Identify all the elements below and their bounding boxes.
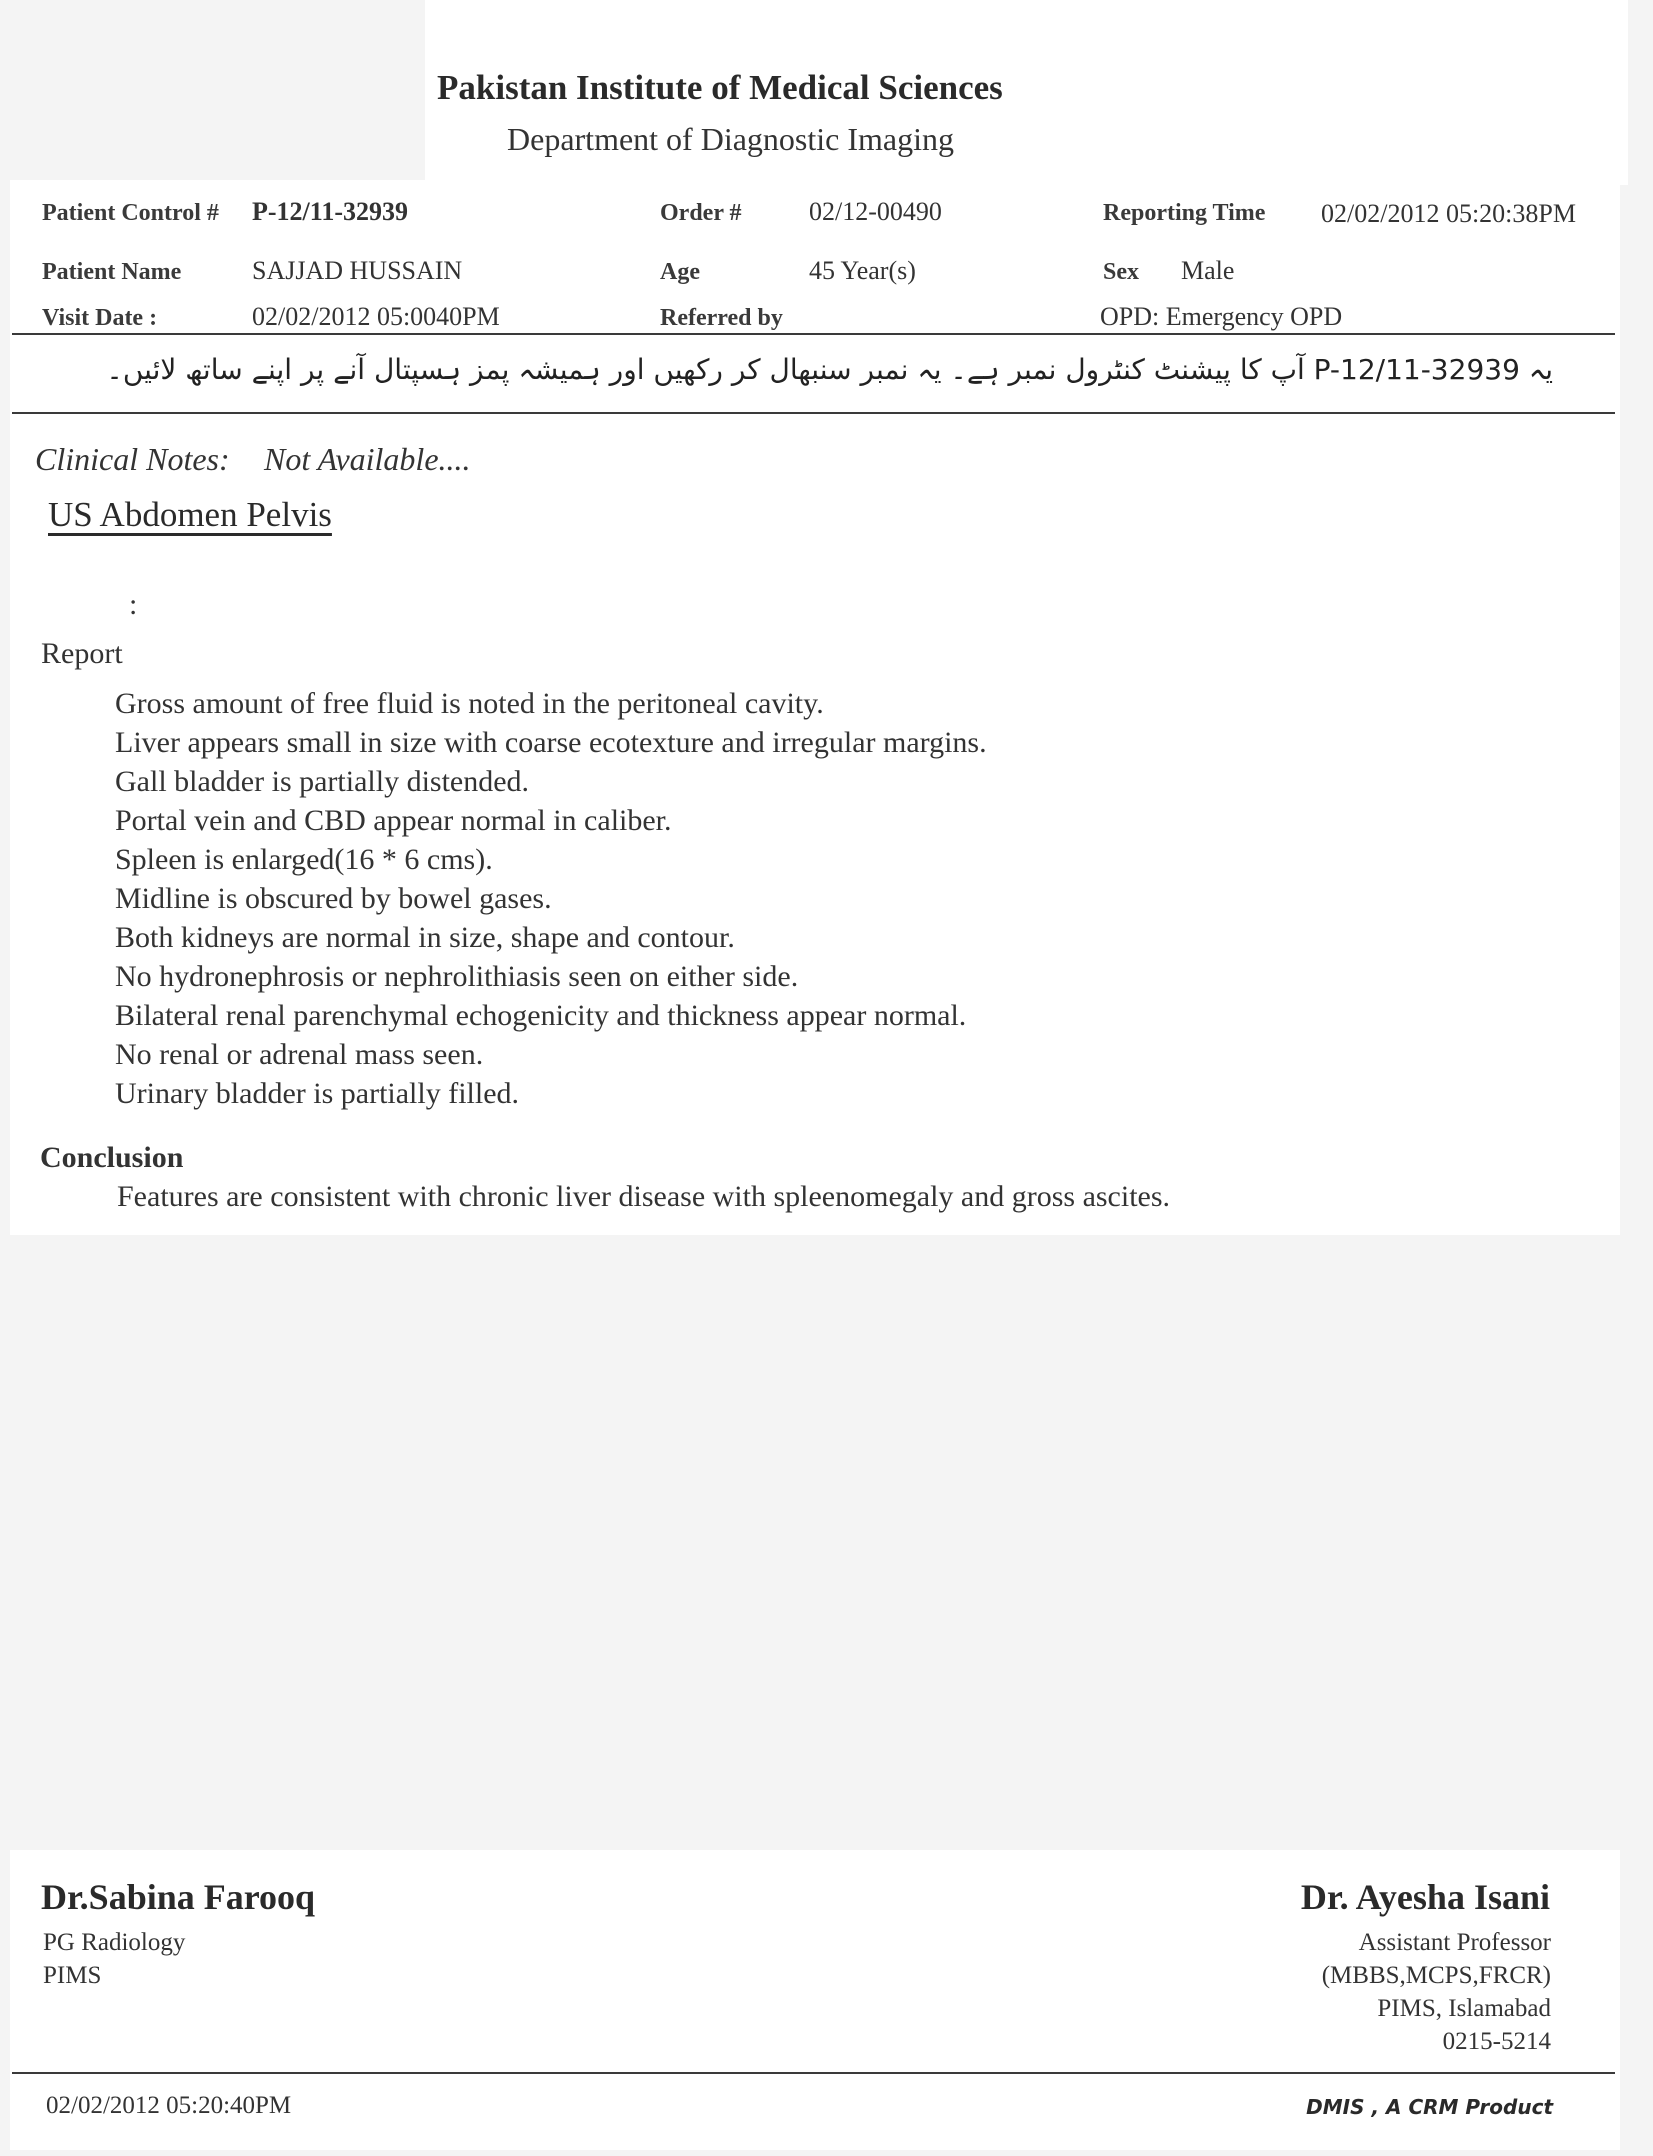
exam-title: US Abdomen Pelvis xyxy=(48,495,332,534)
left-signature-details xyxy=(43,1926,185,1992)
visit-date-value: 02/02/2012 05:0040PM xyxy=(252,302,500,331)
report-heading: Report xyxy=(41,637,123,670)
patient-info-divider xyxy=(12,333,1615,335)
sex-value: Male xyxy=(1181,256,1235,285)
report-line: Portal vein and CBD appear normal in caliber. xyxy=(115,804,672,837)
report-line: Midline is obscured by bowel gases. xyxy=(115,882,552,915)
report-line: Liver appears small in size with coarse ecotexture and irregular margins. xyxy=(115,726,987,759)
referred-by-label: Referred by xyxy=(660,305,783,331)
right-signature-line: PIMS, Islamabad xyxy=(1377,1995,1551,2022)
notice-divider xyxy=(12,412,1615,414)
right-signature-line: Assistant Professor xyxy=(1358,1929,1551,1956)
clinical-notes-label: Clinical Notes: xyxy=(35,441,230,477)
order-value: 02/12-00490 xyxy=(809,197,942,226)
visit-date-label: Visit Date : xyxy=(42,305,158,331)
patient-name-label: Patient Name xyxy=(42,259,182,285)
report-line: Gall bladder is partially distended. xyxy=(115,765,530,798)
footer-product: DMIS , A CRM Product xyxy=(1306,2095,1553,2119)
sex-label: Sex xyxy=(1103,259,1139,285)
report-lines xyxy=(115,684,987,1113)
report-line: Bilateral renal parenchymal echogenicity and thickness appear normal. xyxy=(115,999,967,1032)
left-signature-name: Dr.Sabina Farooq xyxy=(41,1877,316,1917)
opd-value: OPD: Emergency OPD xyxy=(1100,302,1343,331)
reporting-time-label: Reporting Time xyxy=(1103,200,1266,226)
report-line: No renal or adrenal mass seen. xyxy=(115,1038,484,1071)
institute-title: Pakistan Institute of Medical Sciences xyxy=(437,68,1003,107)
exam-colon: : xyxy=(129,588,138,621)
footer-divider xyxy=(12,2072,1615,2074)
age-label: Age xyxy=(660,259,700,285)
right-signature-name: Dr. Ayesha Isani xyxy=(1300,1877,1550,1917)
right-signature-line: 0215-5214 xyxy=(1442,2028,1551,2055)
report-line: Gross amount of free fluid is noted in the peritoneal cavity. xyxy=(115,687,824,720)
conclusion-heading: Conclusion xyxy=(40,1141,184,1174)
age-value: 45 Year(s) xyxy=(809,256,916,285)
reporting-time-value: 02/02/2012 05:20:38PM xyxy=(1321,199,1576,228)
report-line: Urinary bladder is partially filled. xyxy=(115,1077,520,1110)
department-title: Department of Diagnostic Imaging xyxy=(507,121,954,157)
urdu-notice: یہ P-12/11-32939 آپ کا پیشنٹ کنٹرول نمبر ہے۔ یہ نمبر سنبھال کر رکھیں اور ہمیشہ پمز ہسپتال آنے پر اپنے ساتھ لائیں۔ xyxy=(106,353,1553,386)
patient-name-value: SAJJAD HUSSAIN xyxy=(252,256,463,285)
footer-timestamp: 02/02/2012 05:20:40PM xyxy=(46,2092,292,2119)
report-line: No hydronephrosis or nephrolithiasis seen on either side. xyxy=(115,960,799,993)
clinical-notes-value: Not Available.... xyxy=(264,441,471,477)
right-signature-details xyxy=(1322,1926,1551,2058)
right-signature-line: (MBBS,MCPS,FRCR) xyxy=(1321,1962,1551,1989)
left-signature-line: PIMS xyxy=(43,1962,102,1989)
left-signature-line: PG Radiology xyxy=(43,1929,186,1956)
report-line: Both kidneys are normal in size, shape and contour. xyxy=(115,921,735,954)
patient-control-label: Patient Control # xyxy=(42,200,219,226)
patient-control-value: P-12/11-32939 xyxy=(252,197,408,226)
conclusion-text: Features are consistent with chronic liver disease with spleenomegaly and gross ascites. xyxy=(117,1180,1171,1213)
report-line: Spleen is enlarged(16 * 6 cms). xyxy=(115,843,493,876)
order-label: Order # xyxy=(660,200,742,226)
